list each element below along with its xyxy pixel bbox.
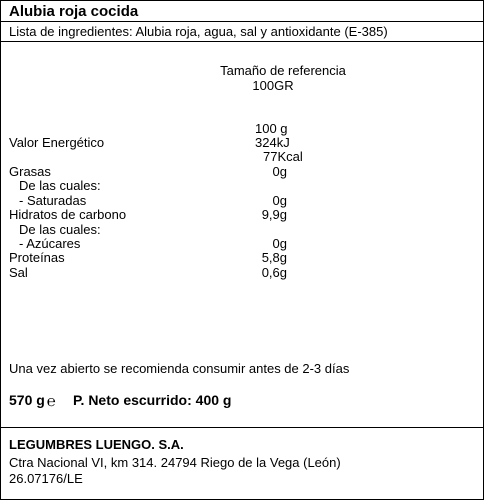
nutrient-value-carbohydrates: 9,9g — [261, 207, 287, 222]
nutrient-label-salt: Sal — [9, 265, 28, 280]
title-divider — [1, 21, 483, 22]
drained-weight: P. Neto escurrido: 400 g — [73, 392, 232, 408]
company-address: Ctra Nacional VI, km 314. 24794 Riego de la Vega (León) — [9, 455, 341, 470]
energy-label: Valor Energético — [9, 135, 105, 150]
nutrient-label-fat: Grasas — [9, 164, 51, 179]
nutrient-value-fat: 0g — [272, 164, 287, 179]
nutrient-value-protein: 5,8g — [261, 250, 287, 265]
nutrient-value-sugars: 0g — [272, 236, 287, 251]
nutrient-value-salt: 0,6g — [261, 265, 287, 280]
nutrient-label-carbohydrates: Hidratos de carbono — [9, 207, 127, 222]
nutrient-label-sugars: - Azúcares — [19, 236, 81, 251]
ingredients-divider — [1, 41, 483, 42]
product-title: Alubia roja cocida — [9, 3, 139, 20]
nutrient-label-of-which-1: De las cuales: — [19, 178, 101, 193]
company-divider — [1, 427, 483, 428]
nutrient-value-saturated: 0g — [272, 193, 287, 208]
net-weight — [9, 393, 56, 409]
reference-size-unit: 100GR — [252, 78, 294, 93]
company-name: LEGUMBRES LUENGO. S.A. — [9, 437, 184, 452]
column-header: 100 g — [255, 121, 288, 136]
net-weight-value: 570 g — [9, 392, 45, 408]
storage-text: Una vez abierto se recomienda consumir antes de 2-3 días — [9, 361, 350, 376]
registry-code: 26.07176/LE — [9, 471, 83, 486]
reference-size-label: Tamaño de referencia — [220, 63, 346, 78]
energy-kcal-value: 77Kcal — [263, 149, 303, 164]
energy-kj-value: 324kJ — [255, 135, 290, 150]
ingredients-text: Lista de ingredientes: Alubia roja, agua, sal y antioxidante (E-385) — [9, 24, 388, 39]
nutrient-label-of-which-2: De las cuales: — [19, 222, 101, 237]
nutrient-label-saturated: - Saturadas — [19, 193, 87, 208]
estimated-sign-icon: ℮ — [46, 392, 56, 410]
nutrient-label-protein: Proteínas — [9, 250, 65, 265]
